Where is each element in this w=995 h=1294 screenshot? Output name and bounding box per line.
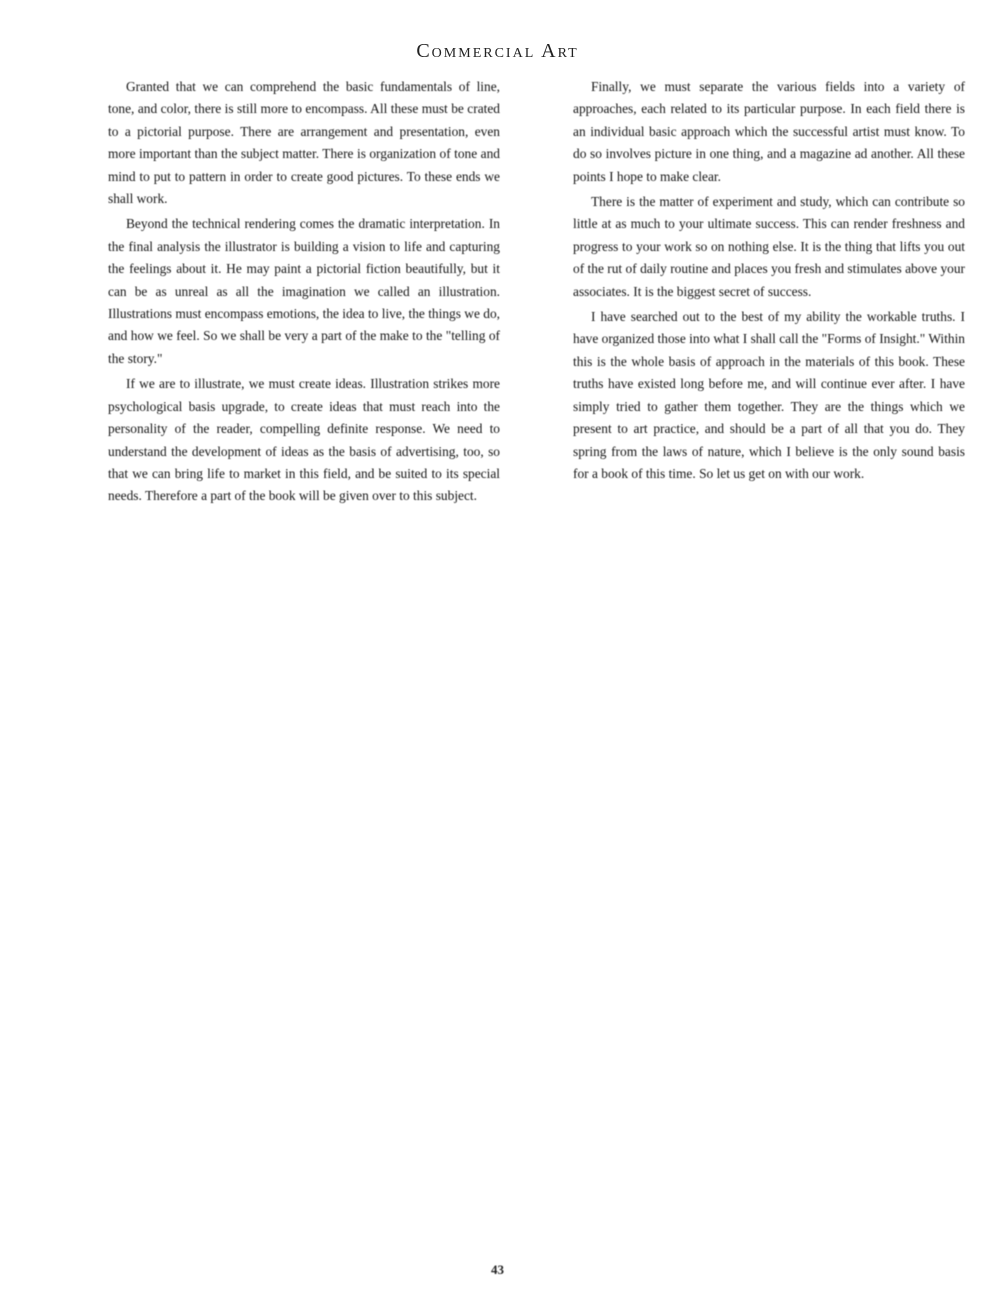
paragraph: There is the matter of experiment and study, which can contribute so little at as much to your ultimate success. This can render freshness and progress to your work so on nothing else. It is the thing that lifts you out of the rut of daily routine and places you fresh and stimulates above your associates. It is the biggest secret of success. xyxy=(573,194,965,299)
paragraph: Granted that we can comprehend the basic fundamentals of line, tone, and color, there is still more to encompass. All these must be crated to a pictorial purpose. There are arrangement and presentation, even more important than the subject matter. There is organization of tone and mind to put to pattern in order to create good pictures. To these ends we shall work. xyxy=(108,79,500,207)
running-head: Commercial Art xyxy=(416,40,579,62)
paragraph: I have searched out to the best of my ability the workable truths. I have organized those into what I shall call the "Forms of Insight." Within this is the whole basis of approach in the materials of this book. These truths have existed long before me, and will continue ever after. I have simply tried to gather them together. They are the things which we present to art practice, and should be a part of all that you do. They spring from the laws of nature, which I believe is the only sound basis for a book of this time. So let us get on with our work. xyxy=(573,309,965,481)
text-column-left xyxy=(108,76,500,511)
paragraph: Finally, we must separate the various fields into a variety of approaches, each related to its particular purpose. In each field there is an individual basic approach which the successful artist must know. To do so involves picture in one thing, and a magazine ad another. All these points I hope to make clear. xyxy=(573,79,965,184)
page-number: 43 xyxy=(491,1262,504,1277)
text-column-right xyxy=(573,76,965,488)
paragraph: If we are to illustrate, we must create ideas. Illustration strikes more psychological basis upgrade, to create ideas that must reach into the personality of the reader, compelling definite response. We need to understand the development of ideas as the basis of advertising, too, so that we can bring life to market in this field, and be suited to its special needs. Therefore a part of the book will be given over to this subject. xyxy=(108,376,500,504)
paragraph: Beyond the technical rendering comes the dramatic interpretation. In the final analysis the illustrator is building a vision to life and capturing the feelings about it. He may paint a pictorial fiction beautifully, but it can be as unreal as all the imagination we called an illustration. Illustrations must encompass emotions, the idea to live, the things we do, and how we feel. So we shall be very a part of the make to the "telling of the story." xyxy=(108,216,500,366)
